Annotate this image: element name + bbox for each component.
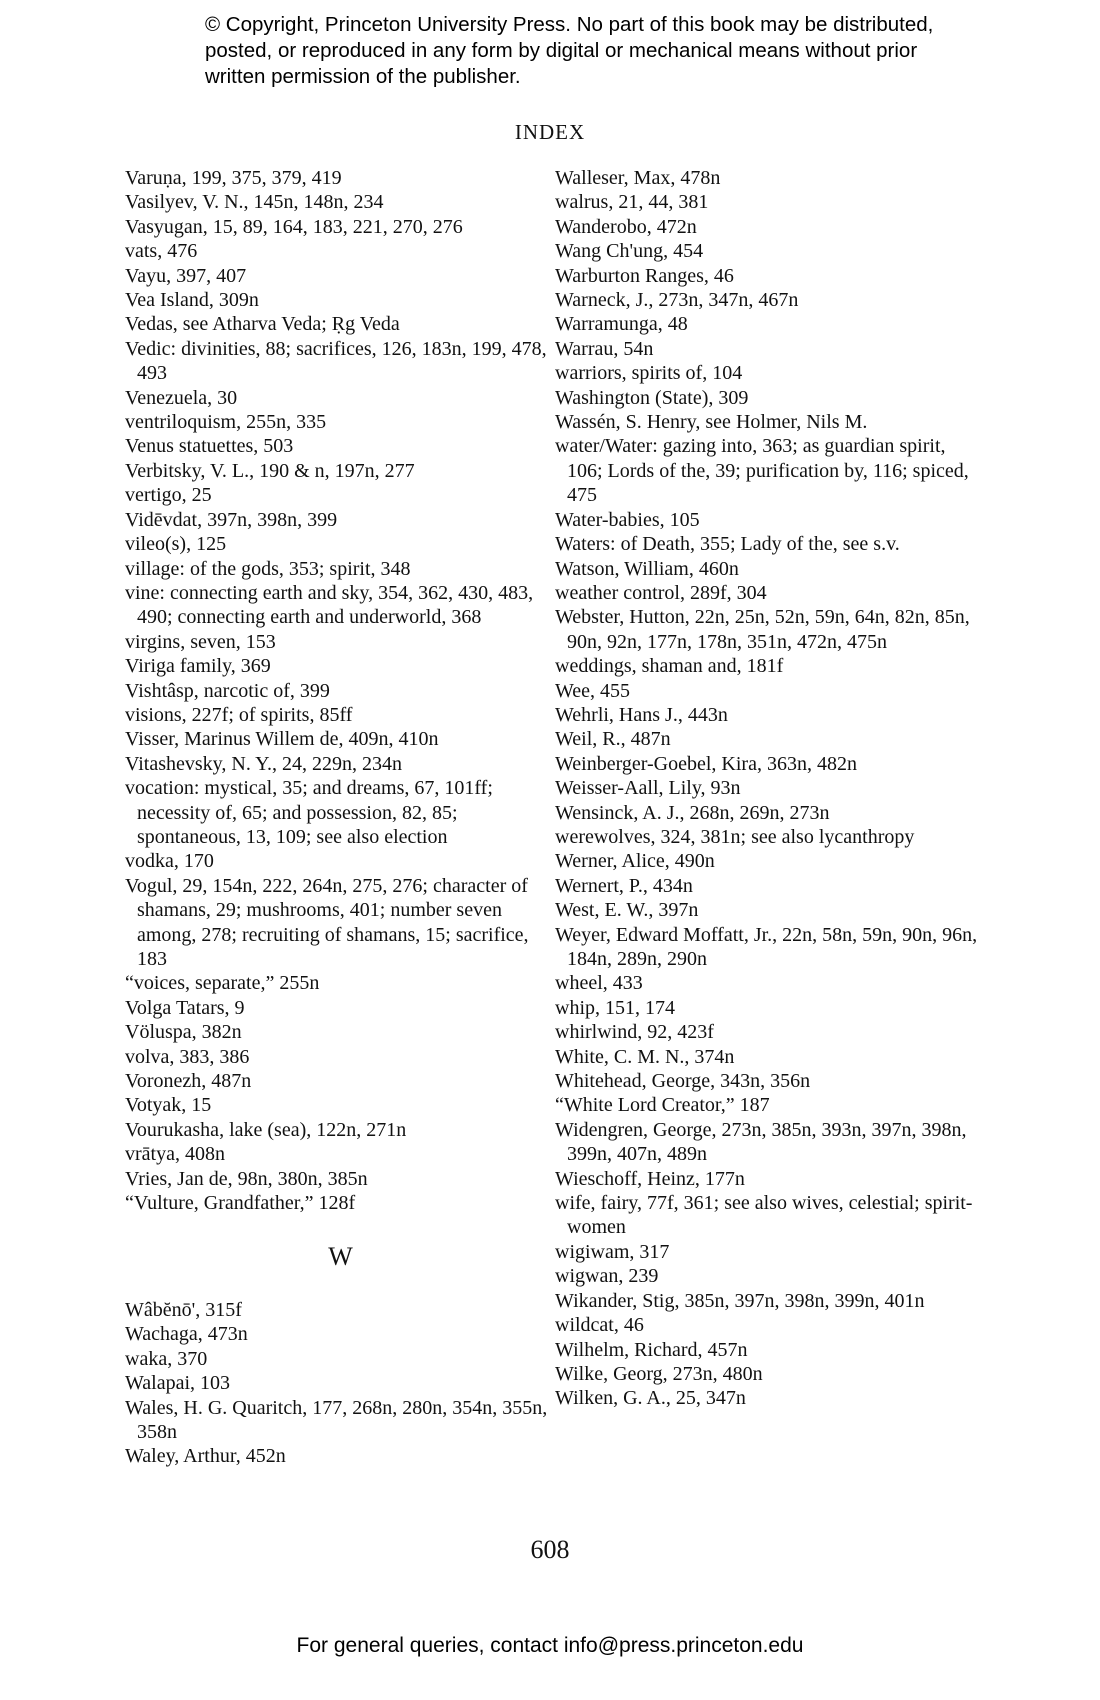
index-entry: Wanderobo, 472n <box>555 215 697 238</box>
index-entry: Vries, Jan de, 98n, 380n, 385n <box>125 1167 368 1190</box>
index-entry: Wachaga, 473n <box>125 1323 248 1346</box>
index-entry: Wang Ch'ung, 454 <box>555 240 704 263</box>
index-entry: visions, 227f; of spirits, 85ff <box>125 703 353 726</box>
index-entry: Water-babies, 105 <box>555 508 700 531</box>
index-entry: West, E. W., 397n <box>555 899 699 922</box>
index-entry: wheel, 433 <box>555 972 643 995</box>
index-entry: whip, 151, 174 <box>555 996 675 1019</box>
index-entry: Vourukasha, lake (sea), 122n, 271n <box>125 1118 407 1141</box>
index-entry: Watson, William, 460n <box>555 557 739 580</box>
index-entry: Warburton Ranges, 46 <box>555 264 734 287</box>
index-entry: vodka, 170 <box>125 850 214 873</box>
index-entry: vine: connecting earth and sky, 354, 362, 430, 483, 490; connecting earth and underworld, 368 <box>125 581 534 629</box>
index-entry: Völuspa, 382n <box>125 1021 242 1044</box>
index-entry: Visser, Marinus Willem de, 409n, 410n <box>125 728 439 751</box>
index-entry: weddings, shaman and, 181f <box>555 655 784 678</box>
index-entry: vileo(s), 125 <box>125 533 227 556</box>
index-entry: virgins, seven, 153 <box>125 630 276 653</box>
index-entry: “voices, separate,” 255n <box>125 972 320 995</box>
index-entry: Vedic: divinities, 88; sacrifices, 126, 183n, 199, 478, 493 <box>125 337 547 385</box>
index-entry: werewolves, 324, 381n; see also lycanthropy <box>555 825 915 848</box>
index-entry: vocation: mystical, 35; and dreams, 67, 101ff; necessity of, 65; and possession, 82, 85; spontaneous, 13, 109; see also election <box>125 777 493 848</box>
index-entry: Wilhelm, Richard, 457n <box>555 1338 748 1361</box>
index-entry: whirlwind, 92, 423f <box>555 1021 714 1044</box>
index-entry: vats, 476 <box>125 240 198 263</box>
page-header: INDEX <box>514 120 586 144</box>
index-entry: Vedas, see Atharva Veda; Ṛg Veda <box>125 313 400 336</box>
index-entry: Warneck, J., 273n, 347n, 467n <box>555 289 799 312</box>
index-entry: water/Water: gazing into, 363; as guardian spirit, 106; Lords of the, 39; purification by, 116; spiced, 475 <box>555 435 969 507</box>
index-entry: village: of the gods, 353; spirit, 348 <box>125 557 411 580</box>
index-entry: ventriloquism, 255n, 335 <box>125 411 327 434</box>
index-entry: Wernert, P., 434n <box>555 874 693 897</box>
index-entry: Volga Tatars, 9 <box>125 996 245 1019</box>
index-entry: Vitashevsky, N. Y., 24, 229n, 234n <box>125 752 402 775</box>
page-number: 608 <box>530 1535 570 1564</box>
copyright-notice: © Copyright, Princeton University Press. No part of this book may be distributed, posted, or reproduced in any form by digital or mechanical means without prior written permission of the publisher. <box>205 13 934 88</box>
index-entry: Werner, Alice, 490n <box>555 850 715 873</box>
index-entry: warriors, spirits of, 104 <box>555 362 743 385</box>
index-entries-w-continued <box>555 166 985 1411</box>
index-entry: Vasilyev, V. N., 145n, 148n, 234 <box>125 191 384 214</box>
index-entries-v <box>125 166 557 1215</box>
index-entry: waka, 370 <box>125 1347 208 1370</box>
index-entry: Washington (State), 309 <box>555 386 749 409</box>
index-entry: Wehrli, Hans J., 443n <box>555 703 728 726</box>
section-letter: W <box>328 1242 354 1272</box>
index-entry: walrus, 21, 44, 381 <box>555 191 709 214</box>
index-entry: Whitehead, George, 343n, 356n <box>555 1070 811 1093</box>
footer-contact: For general queries, contact info@press.princeton.edu <box>296 1634 804 1657</box>
index-entry: Vea Island, 309n <box>125 289 259 312</box>
index-entry: Warramunga, 48 <box>555 313 688 336</box>
index-entry: Vayu, 397, 407 <box>125 264 247 287</box>
index-entry: wigwan, 239 <box>555 1265 659 1288</box>
index-entry: Wâbĕnō', 315f <box>125 1298 242 1321</box>
index-entry: “White Lord Creator,” 187 <box>555 1094 770 1117</box>
index-entry: Vidēvdat, 397n, 398n, 399 <box>125 508 338 531</box>
index-entry: Wilken, G. A., 25, 347n <box>555 1387 746 1410</box>
index-entry: Voronezh, 487n <box>125 1070 252 1093</box>
index-entry: Waley, Arthur, 452n <box>125 1445 286 1468</box>
index-entry: Verbitsky, V. L., 190 & n, 197n, 277 <box>125 459 415 482</box>
index-entry: Wales, H. G. Quaritch, 177, 268n, 280n, 354n, 355n, 358n <box>125 1396 548 1443</box>
index-entry: Vogul, 29, 154n, 222, 264n, 275, 276; character of shamans, 29; mushrooms, 401; number seven among, 278; recruiting of shamans, 15; sacrifice, 183 <box>125 874 529 970</box>
index-entry: Walapai, 103 <box>125 1372 231 1395</box>
index-entry: weather control, 289f, 304 <box>555 581 767 604</box>
index-entry: Votyak, 15 <box>125 1094 212 1117</box>
index-entry: Webster, Hutton, 22n, 25n, 52n, 59n, 64n, 82n, 85n, 90n, 92n, 177n, 178n, 351n, 472n, 475n <box>555 606 970 653</box>
index-entry: Wassén, S. Henry, see Holmer, Nils M. <box>555 411 868 434</box>
index-entry: Weinberger-Goebel, Kira, 363n, 482n <box>555 752 857 775</box>
index-entry: wife, fairy, 77f, 361; see also wives, celestial; spirit-women <box>555 1192 973 1239</box>
index-entry: “Vulture, Grandfather,” 128f <box>125 1192 356 1215</box>
index-entry: White, C. M. N., 374n <box>555 1045 735 1068</box>
index-entry: Wee, 455 <box>555 679 631 702</box>
index-entry: Walleser, Max, 478n <box>555 167 721 189</box>
index-entry: volva, 383, 386 <box>125 1045 250 1068</box>
index-entry: Warrau, 54n <box>555 337 654 360</box>
index-entry: Weyer, Edward Moffatt, Jr., 22n, 58n, 59n, 90n, 96n, 184n, 289n, 290n <box>555 923 978 970</box>
index-entry: Wikander, Stig, 385n, 397n, 398n, 399n, 401n <box>555 1289 925 1312</box>
index-entry: Varuṇa, 199, 375, 379, 419 <box>125 167 342 189</box>
index-entry: Viriga family, 369 <box>125 655 271 678</box>
index-entry: Waters: of Death, 355; Lady of the, see s.v. <box>555 533 900 556</box>
index-entry: Weil, R., 487n <box>555 728 671 751</box>
index-entry: wigiwam, 317 <box>555 1240 670 1263</box>
index-entry: Venus statuettes, 503 <box>125 435 294 458</box>
index-entry: vertigo, 25 <box>125 484 212 507</box>
index-entry: Wieschoff, Heinz, 177n <box>555 1167 745 1190</box>
index-entry: vrātya, 408n <box>125 1143 225 1166</box>
index-entry: wildcat, 46 <box>555 1314 644 1337</box>
index-column-right <box>555 166 985 1411</box>
index-entry: Weisser-Aall, Lily, 93n <box>555 777 741 800</box>
index-entry: Widengren, George, 273n, 385n, 393n, 397n, 398n, 399n, 407n, 489n <box>555 1118 967 1166</box>
index-entry: Vasyugan, 15, 89, 164, 183, 221, 270, 276 <box>125 215 463 238</box>
index-entry: Vishtâsp, narcotic of, 399 <box>125 679 330 702</box>
index-entry: Venezuela, 30 <box>125 386 238 409</box>
index-column-left <box>125 166 557 1469</box>
index-entry: Wilke, Georg, 273n, 480n <box>555 1362 763 1385</box>
index-entry: Wensinck, A. J., 268n, 269n, 273n <box>555 801 830 824</box>
index-entries-w <box>125 1298 557 1469</box>
